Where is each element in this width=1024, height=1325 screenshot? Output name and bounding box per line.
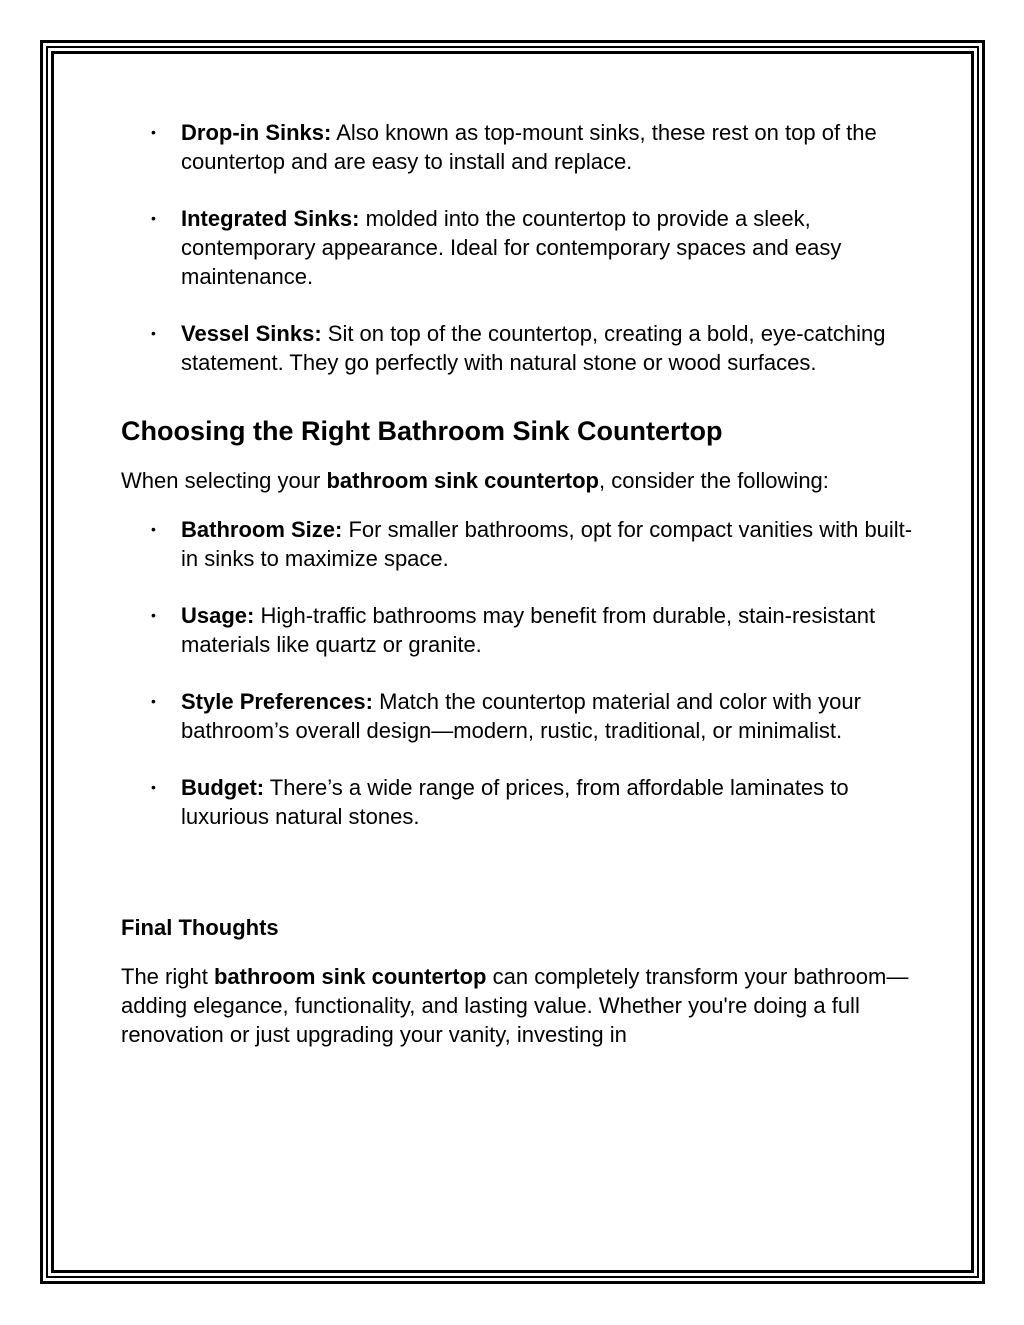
list-item — [121, 204, 921, 291]
list-item-term: Integrated Sinks: — [181, 206, 360, 231]
final-text-after: can completely transform your bathroom—adding elegance, functionality, and lasting value. Whether you're doing a full renovation or just upgrading your vanity, investing in — [121, 964, 909, 1047]
list-item-text: molded into the countertop to provide a sleek, contemporary appearance. Ideal for contemporary spaces and easy maintenance. — [181, 206, 842, 289]
list-item — [121, 118, 921, 176]
section-heading-choosing: Choosing the Right Bathroom Sink Countertop — [121, 416, 723, 446]
list-item — [121, 319, 921, 377]
list-item-term: Vessel Sinks: — [181, 321, 322, 346]
bullet-icon: • — [151, 325, 156, 341]
list-item — [121, 601, 921, 659]
final-thoughts-paragraph — [121, 962, 921, 1049]
intro-text-after: , consider the following: — [599, 468, 829, 493]
intro-text-before: When selecting your — [121, 468, 327, 493]
list-item-text: There’s a wide range of prices, from affordable laminates to luxurious natural stones. — [181, 775, 849, 829]
list-item-term: Style Preferences: — [181, 689, 373, 714]
bullet-icon: • — [151, 607, 156, 623]
final-text-before: The right — [121, 964, 214, 989]
list-item-term: Usage: — [181, 603, 255, 628]
intro-keyword: bathroom sink countertop — [326, 468, 599, 493]
list-item-text: Match the countertop material and color with your bathroom’s overall design—modern, rustic, traditional, or minimalist. — [181, 689, 861, 743]
list-item-term: Budget: — [181, 775, 265, 800]
bullet-icon: • — [151, 779, 156, 795]
sink-types-list — [121, 118, 921, 377]
choosing-factors-list — [121, 515, 921, 831]
list-item-text: Sit on top of the countertop, creating a bold, eye-catching statement. They go perfectly with natural stone or wood surfaces. — [181, 321, 886, 375]
final-keyword: bathroom sink countertop — [213, 964, 487, 989]
section-heading-final-thoughts: Final Thoughts — [121, 915, 279, 940]
bullet-icon: • — [151, 124, 156, 140]
bullet-icon: • — [151, 210, 156, 226]
list-item-term: Drop-in Sinks: — [181, 120, 332, 145]
list-item-term: Bathroom Size: — [181, 517, 343, 542]
choosing-intro — [121, 466, 921, 495]
list-item-text: Also known as top-mount sinks, these rest on top of the countertop and are easy to install and replace. — [181, 120, 877, 174]
list-item-text: For smaller bathrooms, opt for compact vanities with built-in sinks to maximize space. — [181, 517, 913, 571]
bullet-icon: • — [151, 521, 156, 537]
list-item — [121, 687, 921, 745]
list-item-text: High-traffic bathrooms may benefit from durable, stain-resistant materials like quartz or granite. — [181, 603, 876, 657]
document-body — [121, 118, 921, 1049]
list-item — [121, 515, 921, 573]
bullet-icon: • — [151, 693, 156, 709]
list-item — [121, 773, 921, 831]
